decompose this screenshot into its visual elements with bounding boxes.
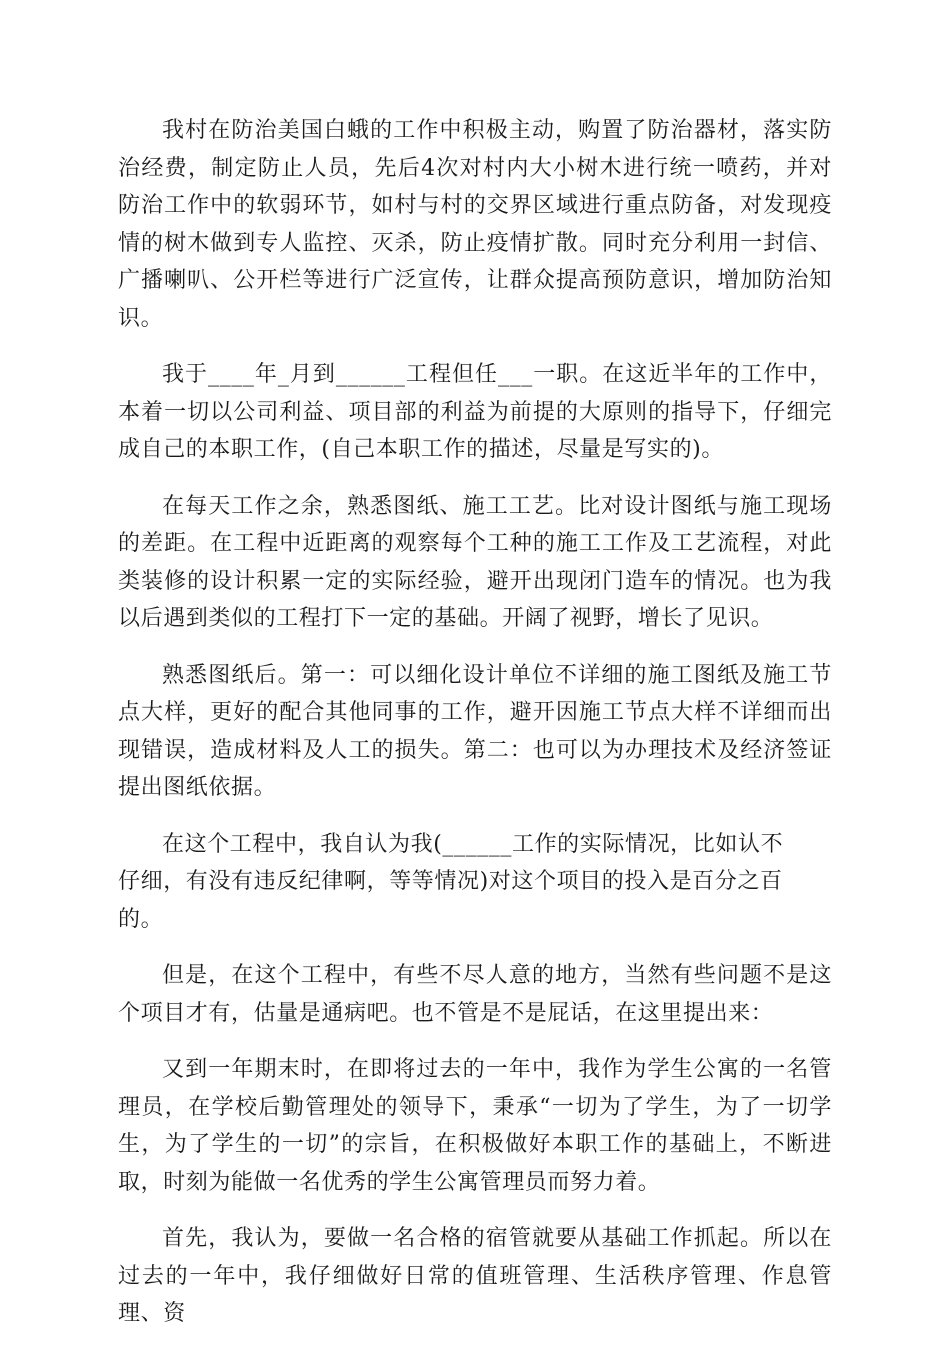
paragraph-basic-work: 首先，我认为，要做一名合格的宿管就要从基础工作抓起。所以在过去的一年中，我仔细做好日常的值班管理、生活秩序管理、作息管理、资 (118, 1226, 832, 1326)
paragraph-shortcomings: 但是，在这个工程中，有些不尽人意的地方，当然有些问题不是这个项目才有，估量是通病吧。也不管是不是屁话，在这里提出来： (118, 963, 832, 1026)
paragraph-dorm-manager: 又到一年期末时，在即将过去的一年中，我作为学生公寓的一名管理员，在学校后勤管理处的领导下，秉承“一切为了学生，为了一切学生，为了学生的一切”的宗旨，在积极做好本职工作的基础上，不断进取，时刻为能做一名优秀的学生公寓管理员而努力着。 (118, 1057, 832, 1195)
paragraph-pest-control: 我村在防治美国白蛾的工作中积极主动，购置了防治器材，落实防治经费，制定防止人员，先后4次对村内大小树木进行统一喷药，并对防治工作中的软弱环节，如村与村的交界区域进行重点防备，对发现疫情的树木做到专人监控、灭杀，防止疫情扩散。同时充分利用一封信、广播喇叭、公开栏等进行广泛宣传，让群众提高预防意识，增加防治知识。 (118, 118, 832, 331)
paragraph-drawings-benefits: 熟悉图纸后。第一：可以细化设计单位不详细的施工图纸及施工节点大样，更好的配合其他同事的工作，避开因施工节点大样不详细而出现错误，造成材料及人工的损失。第二：也可以为办理技术及经济签证提出图纸依据。 (118, 662, 832, 800)
paragraph-drawings-study: 在每天工作之余，熟悉图纸、施工工艺。比对设计图纸与施工现场的差距。在工程中近距离的观察每个工种的施工工作及工艺流程，对此类装修的设计积累一定的实际经验，避开出现闭门造车的情况。也为我以后遇到类似的工程打下一定的基础。开阔了视野，增长了见识。 (118, 493, 832, 631)
document-page (118, 112, 832, 1352)
paragraph-self-assessment: 在这个工程中，我自认为我(______工作的实际情况，比如认不仔细，有没有违反纪律啊，等等情况)对这个项目的投入是百分之百的。 (118, 831, 784, 932)
paragraph-job-intro: 我于____年_月到______工程但任___一职。在这近半年的工作中，本着一切以公司利益、项目部的利益为前提的大原则的指导下，仔细完成自己的本职工作，(自己本职工作的描述，尽量是写实的)。 (118, 362, 832, 462)
